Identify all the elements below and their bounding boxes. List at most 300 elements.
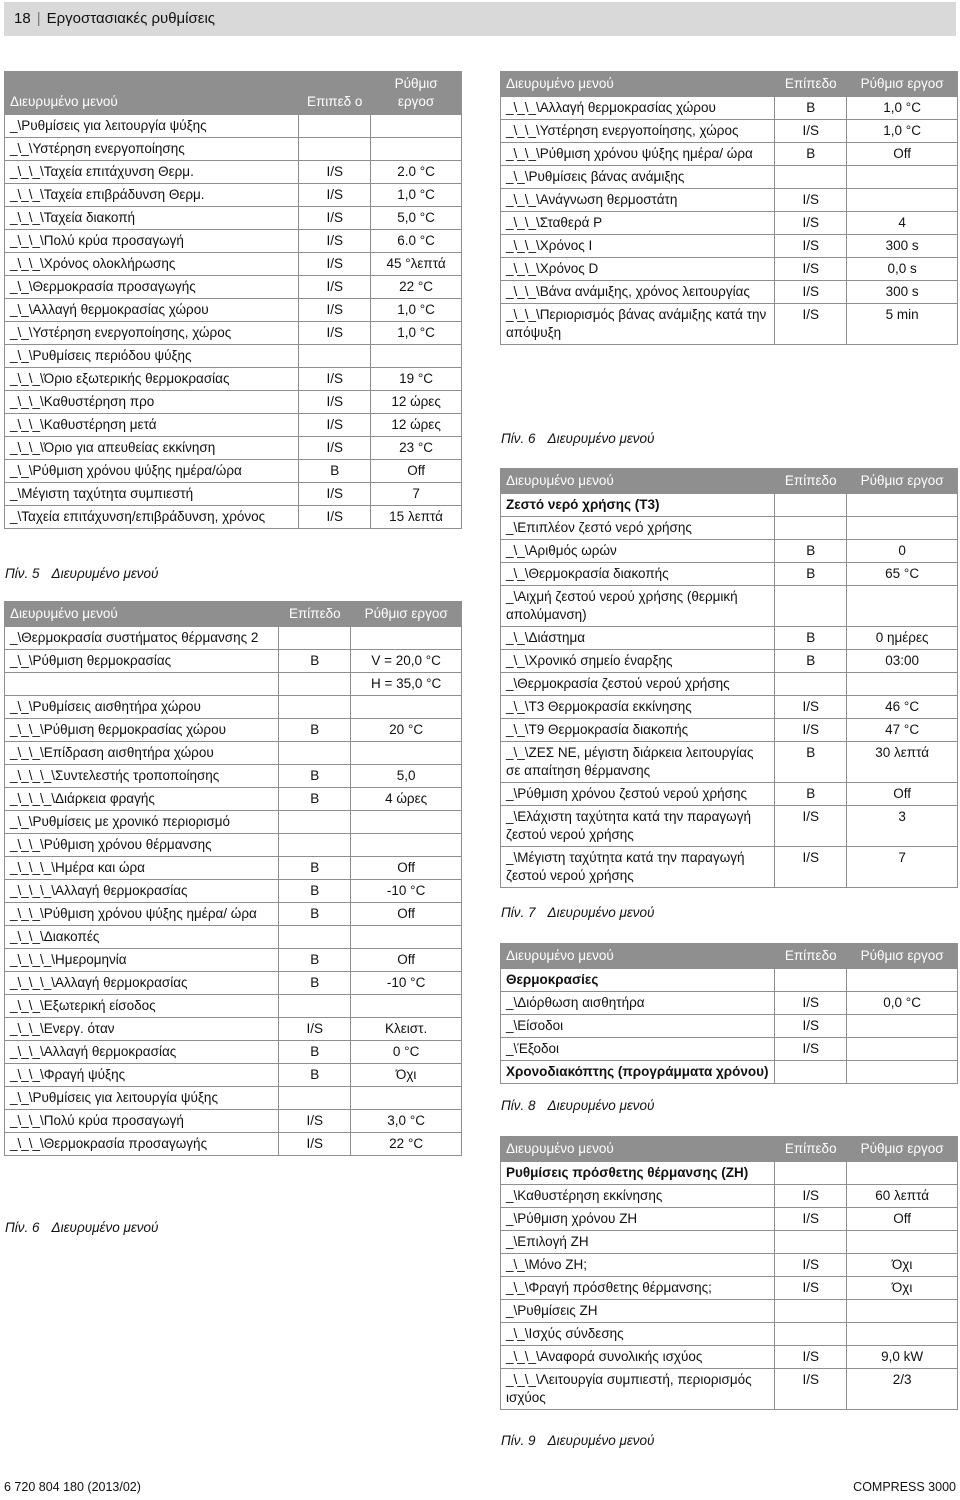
table-header-row — [501, 72, 958, 97]
setting-value-cell — [351, 1087, 462, 1110]
menu-item-cell: _\_\_\Ρύθμιση χρόνου θέρμανσης — [5, 834, 279, 857]
menu-item-cell: _\_\Μόνο ZH; — [501, 1254, 775, 1277]
menu-item-cell: _\_\_\Σταθερά P — [501, 212, 775, 235]
table-row — [501, 673, 958, 696]
setting-value-cell: 300 s — [847, 235, 958, 258]
table-caption-7 — [501, 905, 654, 921]
setting-value-cell: 300 s — [847, 281, 958, 304]
header-title-line — [14, 10, 215, 28]
table-row — [501, 540, 958, 563]
setting-value-cell: 1,0 °C — [847, 120, 958, 143]
menu-item-cell: _\_\_\Βάνα ανάμιξης, χρόνος λειτουργίας — [501, 281, 775, 304]
menu-item-cell: _\Έξοδοι — [501, 1038, 775, 1061]
setting-value-cell — [351, 834, 462, 857]
setting-value-cell: 46 °C — [847, 696, 958, 719]
setting-value-cell: 45 °λεπτά — [371, 253, 462, 276]
table-row — [5, 506, 462, 529]
level-cell: B — [279, 765, 351, 788]
level-header: Επίπεδο — [775, 944, 847, 969]
setting-value-cell: 60 λεπτά — [847, 1185, 958, 1208]
table-row — [5, 834, 462, 857]
level-cell: I/S — [299, 483, 371, 506]
menu-item-cell: _\_\_\Χρόνος I — [501, 235, 775, 258]
table-row — [5, 391, 462, 414]
level-cell: I/S — [775, 1277, 847, 1300]
table-header-row — [501, 944, 958, 969]
table-row — [501, 212, 958, 235]
level-cell: B — [775, 742, 847, 783]
menu-item-cell: _\_\_\Διακοπές — [5, 926, 279, 949]
menu-item-cell: _\_\Ρύθμιση θερμοκρασίας — [5, 650, 279, 673]
level-cell — [279, 834, 351, 857]
table-row — [501, 992, 958, 1015]
level-cell — [299, 345, 371, 368]
setting-value-cell — [847, 586, 958, 627]
table-row — [501, 1038, 958, 1061]
menu-item-cell: _\_\_\Ρύθμιση χρόνου ψύξης ημέρα/ ώρα — [501, 143, 775, 166]
setting-value-cell: 4 — [847, 212, 958, 235]
level-cell — [775, 494, 847, 517]
menu-item-cell: Χρονοδιακόπτης (προγράμματα χρόνου) — [501, 1061, 775, 1084]
level-cell: B — [775, 650, 847, 673]
table-row — [5, 926, 462, 949]
level-cell: B — [279, 788, 351, 811]
settings-table-8 — [500, 943, 958, 1084]
caption-number: Πίν. 7 — [501, 905, 536, 920]
table-caption-6-continued — [501, 431, 654, 447]
level-cell: B — [279, 650, 351, 673]
menu-item-cell: _\_\Ρυθμίσεις βάνας ανάμιξης — [501, 166, 775, 189]
setting-value-cell — [847, 1061, 958, 1084]
level-cell: I/S — [775, 1369, 847, 1410]
table-row — [501, 806, 958, 847]
table-row — [5, 460, 462, 483]
table-row — [501, 97, 958, 120]
menu-item-cell: _\_\Διάστημα — [501, 627, 775, 650]
setting-value-cell — [847, 673, 958, 696]
settings-table-6-continued — [500, 71, 958, 345]
level-cell: I/S — [775, 1038, 847, 1061]
menu-header: Διευρυμένο μενού — [501, 1137, 775, 1162]
setting-value-cell — [847, 1300, 958, 1323]
table-row — [501, 783, 958, 806]
setting-value-cell: Off — [847, 143, 958, 166]
table-caption-6 — [5, 1220, 158, 1236]
setting-value-cell — [847, 1015, 958, 1038]
level-cell — [775, 517, 847, 540]
setting-value-cell: 0 °C — [351, 1041, 462, 1064]
table-row — [5, 995, 462, 1018]
level-cell: I/S — [775, 1015, 847, 1038]
table-caption-5 — [5, 566, 158, 582]
table-row — [501, 1300, 958, 1323]
factory-setting-header: Ρύθμισ εργοσ — [847, 469, 958, 494]
level-cell: I/S — [775, 696, 847, 719]
table-row — [501, 586, 958, 627]
table-row — [5, 115, 462, 138]
level-header: Επιπεδ ο — [299, 72, 371, 115]
setting-value-cell: 0,0 °C — [847, 992, 958, 1015]
menu-item-cell — [5, 673, 279, 696]
caption-number: Πίν. 9 — [501, 1433, 536, 1448]
table-row — [501, 143, 958, 166]
level-header: Επίπεδο — [775, 1137, 847, 1162]
level-cell: I/S — [299, 161, 371, 184]
menu-item-cell: _\_\_\Καθυστέρηση προ — [5, 391, 299, 414]
setting-value-cell: Off — [847, 783, 958, 806]
menu-item-cell: _\_\ΖΕΣ ΝΕ, μέγιστη διάρκεια λειτουργίας σε απαίτηση θέρμανσης — [501, 742, 775, 783]
setting-value-cell: 0,0 s — [847, 258, 958, 281]
level-cell: I/S — [299, 207, 371, 230]
menu-item-cell: _\Ρυθμίσεις για λειτουργία ψύξης — [5, 115, 299, 138]
menu-item-cell: _\_\_\_\Αλλαγή θερμοκρασίας — [5, 972, 279, 995]
menu-item-cell: _\_\_\Περιορισμός βάνας ανάμιξης κατά την απόψυξη — [501, 304, 775, 345]
menu-header: Διευρυμένο μενού — [5, 602, 279, 627]
table-row — [5, 1110, 462, 1133]
menu-item-cell: _\_\_\Επίδραση αισθητήρα χώρου — [5, 742, 279, 765]
level-cell: B — [279, 1064, 351, 1087]
menu-item-cell: _\_\_\_\Αλλαγή θερμοκρασίας — [5, 880, 279, 903]
menu-item-cell: _\Ρυθμίσεις ZH — [501, 1300, 775, 1323]
table-row — [501, 650, 958, 673]
setting-value-cell — [371, 115, 462, 138]
setting-value-cell — [847, 494, 958, 517]
level-cell: B — [299, 460, 371, 483]
setting-value-cell: 4 ώρες — [351, 788, 462, 811]
caption-number: Πίν. 6 — [501, 431, 536, 446]
setting-value-cell: Off — [847, 1208, 958, 1231]
level-cell: B — [775, 563, 847, 586]
level-cell — [299, 115, 371, 138]
setting-value-cell: 5,0 — [351, 765, 462, 788]
menu-item-cell: _\_\_\_\Ημέρα και ώρα — [5, 857, 279, 880]
level-cell — [299, 138, 371, 161]
table-row — [501, 189, 958, 212]
setting-value-cell: -10 °C — [351, 972, 462, 995]
setting-value-cell: 3 — [847, 806, 958, 847]
level-cell: I/S — [299, 506, 371, 529]
setting-value-cell — [351, 926, 462, 949]
menu-item-cell: Θερμοκρασίες — [501, 969, 775, 992]
settings-table-6 — [4, 601, 462, 1156]
table-row — [501, 281, 958, 304]
menu-item-cell: _\_\_\Χρόνος ολοκλήρωσης — [5, 253, 299, 276]
menu-item-cell: _\_\_\Αλλαγή θερμοκρασίας χώρου — [501, 97, 775, 120]
table-row — [501, 719, 958, 742]
table-row — [501, 1369, 958, 1410]
setting-value-cell — [371, 138, 462, 161]
menu-item-cell: _\_\_\Ανάγνωση θερμοστάτη — [501, 189, 775, 212]
menu-item-cell: _\_\Αριθμός ωρών — [501, 540, 775, 563]
setting-value-cell: 19 °C — [371, 368, 462, 391]
menu-item-cell: _\_\_\Ενεργ. όταν — [5, 1018, 279, 1041]
table-row — [5, 230, 462, 253]
setting-value-cell: 1,0 °C — [371, 299, 462, 322]
table-row — [5, 161, 462, 184]
factory-setting-header: Ρύθμισ εργοσ — [847, 944, 958, 969]
caption-title: Διευρυμένο μενού — [51, 1220, 159, 1235]
setting-value-cell: 23 °C — [371, 437, 462, 460]
table-row — [5, 414, 462, 437]
level-cell: I/S — [299, 414, 371, 437]
level-cell — [775, 1162, 847, 1185]
menu-item-cell: _\_\Ρυθμίσεις για λειτουργία ψύξης — [5, 1087, 279, 1110]
level-cell: I/S — [775, 1185, 847, 1208]
menu-item-cell: _\Ρύθμιση χρόνου ζεστού νερού χρήσης — [501, 783, 775, 806]
setting-value-cell: 7 — [371, 483, 462, 506]
menu-item-cell: _\_\_\Ταχεία επιτάχυνση Θερμ. — [5, 161, 299, 184]
setting-value-cell: 0 ημέρες — [847, 627, 958, 650]
menu-item-cell: _\_\_\Εξωτερική είσοδος — [5, 995, 279, 1018]
menu-item-cell: _\Μέγιστη ταχύτητα κατά την παραγωγή ζεστού νερού χρήσης — [501, 847, 775, 888]
caption-title: Διευρυμένο μενού — [547, 431, 655, 446]
setting-value-cell: 65 °C — [847, 563, 958, 586]
level-cell: I/S — [775, 719, 847, 742]
setting-value-cell: 1,0 °C — [847, 97, 958, 120]
table-section-row — [501, 1061, 958, 1084]
setting-value-cell: 1,0 °C — [371, 322, 462, 345]
level-cell: B — [279, 972, 351, 995]
menu-item-cell: _\_\_\_\Συντελεστής τροποποίησης — [5, 765, 279, 788]
table-row — [5, 368, 462, 391]
level-cell: B — [279, 880, 351, 903]
level-cell: I/S — [279, 1110, 351, 1133]
menu-item-cell: _\_\Ισχύς σύνδεσης — [501, 1323, 775, 1346]
menu-item-cell: _\_\Ρυθμίσεις με χρονικό περιορισμό — [5, 811, 279, 834]
table-row — [5, 483, 462, 506]
setting-value-cell: Όχι — [847, 1254, 958, 1277]
menu-item-cell: _\_\_\Υστέρηση ενεργοποίησης, χώρος — [501, 120, 775, 143]
table-header-row — [5, 72, 462, 115]
menu-header: Διευρυμένο μενού — [5, 72, 299, 115]
menu-item-cell: _\_\_\Ταχεία διακοπή — [5, 207, 299, 230]
level-header: Επίπεδο — [775, 72, 847, 97]
setting-value-cell: Off — [351, 903, 462, 926]
setting-value-cell: Κλειστ. — [351, 1018, 462, 1041]
table-section-row — [501, 494, 958, 517]
setting-value-cell: 1,0 °C — [371, 184, 462, 207]
caption-number: Πίν. 5 — [5, 566, 40, 581]
table-row — [5, 299, 462, 322]
table-row — [5, 811, 462, 834]
level-cell: I/S — [775, 1346, 847, 1369]
menu-item-cell: _\Διόρθωση αισθητήρα — [501, 992, 775, 1015]
caption-number: Πίν. 6 — [5, 1220, 40, 1235]
setting-value-cell — [351, 995, 462, 1018]
table-row — [5, 627, 462, 650]
table-row — [501, 166, 958, 189]
caption-number: Πίν. 8 — [501, 1098, 536, 1113]
caption-title: Διευρυμένο μενού — [547, 1098, 655, 1113]
menu-item-cell: _\Καθυστέρηση εκκίνησης — [501, 1185, 775, 1208]
level-cell: B — [279, 903, 351, 926]
setting-value-cell: 5,0 °C — [371, 207, 462, 230]
menu-item-cell: _\_\T9 Θερμοκρασία διακοπής — [501, 719, 775, 742]
table-header-row — [5, 602, 462, 627]
level-cell: I/S — [775, 1208, 847, 1231]
menu-item-cell: _\_\Θερμοκρασία προσαγωγής — [5, 276, 299, 299]
level-cell: I/S — [299, 184, 371, 207]
setting-value-cell: -10 °C — [351, 880, 462, 903]
setting-value-cell — [351, 742, 462, 765]
level-cell: I/S — [299, 437, 371, 460]
level-cell — [279, 673, 351, 696]
table-row — [501, 1254, 958, 1277]
setting-value-cell — [847, 189, 958, 212]
caption-title: Διευρυμένο μενού — [547, 905, 655, 920]
level-cell — [775, 1231, 847, 1254]
menu-item-cell: _\_\Υστέρηση ενεργοποίησης, χώρος — [5, 322, 299, 345]
table-section-row — [501, 1162, 958, 1185]
page-header — [4, 2, 956, 36]
setting-value-cell: 30 λεπτά — [847, 742, 958, 783]
menu-item-cell: _\_\Αλλαγή θερμοκρασίας χώρου — [5, 299, 299, 322]
level-cell: I/S — [775, 212, 847, 235]
menu-item-cell: _\_\_\Αναφορά συνολικής ισχύος — [501, 1346, 775, 1369]
level-cell: I/S — [775, 1254, 847, 1277]
setting-value-cell — [847, 1323, 958, 1346]
level-cell: B — [775, 97, 847, 120]
menu-header: Διευρυμένο μενού — [501, 944, 775, 969]
menu-item-cell: _\_\Ρύθμιση χρόνου ψύξης ημέρα/ώρα — [5, 460, 299, 483]
menu-item-cell: _\_\_\Φραγή ψύξης — [5, 1064, 279, 1087]
setting-value-cell: 2/3 — [847, 1369, 958, 1410]
menu-item-cell: _\Αιχμή ζεστού νερού χρήσης (θερμική απολύμανση) — [501, 586, 775, 627]
table-row — [5, 719, 462, 742]
setting-value-cell: 12 ώρες — [371, 391, 462, 414]
menu-item-cell: Ζεστό νερό χρήσης (T3) — [501, 494, 775, 517]
table-row — [501, 1185, 958, 1208]
level-cell: B — [775, 143, 847, 166]
level-cell: I/S — [775, 235, 847, 258]
menu-item-cell: _\_\_\Ρύθμιση χρόνου ψύξης ημέρα/ ώρα — [5, 903, 279, 926]
level-cell — [279, 742, 351, 765]
setting-value-cell: V = 20,0 °C — [351, 650, 462, 673]
caption-title: Διευρυμένο μενού — [51, 566, 159, 581]
setting-value-cell: 6.0 °C — [371, 230, 462, 253]
menu-item-cell: _\Επιπλέον ζεστό νερό χρήσης — [501, 517, 775, 540]
table-row — [501, 304, 958, 345]
level-cell — [775, 1323, 847, 1346]
menu-item-cell: _\_\_\Θερμοκρασία προσαγωγής — [5, 1133, 279, 1156]
menu-item-cell: _\Μέγιστη ταχύτητα συμπιεστή — [5, 483, 299, 506]
setting-value-cell — [847, 969, 958, 992]
page-title: Εργοστασιακές ρυθμίσεις — [46, 10, 216, 27]
menu-item-cell: _\_\Ρυθμίσεις αισθητήρα χώρου — [5, 696, 279, 719]
menu-item-cell: _\Ταχεία επιτάχυνση/επιβράδυνση, χρόνος — [5, 506, 299, 529]
setting-value-cell — [371, 345, 462, 368]
table-row — [5, 1018, 462, 1041]
table-row — [5, 903, 462, 926]
menu-item-cell: _\Ελάχιστη ταχύτητα κατά την παραγωγή ζεστού νερού χρήσης — [501, 806, 775, 847]
menu-item-cell: _\Είσοδοι — [501, 1015, 775, 1038]
level-cell: B — [279, 1041, 351, 1064]
setting-value-cell: 20 °C — [351, 719, 462, 742]
setting-value-cell — [847, 517, 958, 540]
table-row — [501, 1208, 958, 1231]
setting-value-cell: 22 °C — [351, 1133, 462, 1156]
level-cell: B — [279, 949, 351, 972]
table-row — [5, 857, 462, 880]
setting-value-cell: Off — [351, 949, 462, 972]
level-cell — [279, 926, 351, 949]
level-cell — [279, 1087, 351, 1110]
factory-setting-header: Ρύθμισ εργοσ — [847, 72, 958, 97]
setting-value-cell: Όχι — [351, 1064, 462, 1087]
level-header: Επίπεδο — [775, 469, 847, 494]
setting-value-cell: 9,0 kW — [847, 1346, 958, 1369]
footer-product-name: COMPRESS 3000 — [853, 1480, 956, 1494]
table-row — [5, 1133, 462, 1156]
table-row — [501, 1277, 958, 1300]
table-row — [501, 258, 958, 281]
setting-value-cell: 0 — [847, 540, 958, 563]
table-row — [5, 207, 462, 230]
table-row — [501, 847, 958, 888]
table-row — [501, 235, 958, 258]
table-row — [501, 1015, 958, 1038]
level-cell: I/S — [775, 304, 847, 345]
table-row — [5, 673, 462, 696]
setting-value-cell — [847, 1231, 958, 1254]
table-row — [5, 765, 462, 788]
level-cell: I/S — [775, 992, 847, 1015]
table-row — [5, 696, 462, 719]
level-cell — [775, 1061, 847, 1084]
level-cell: I/S — [299, 276, 371, 299]
menu-item-cell: _\_\_\Καθυστέρηση μετά — [5, 414, 299, 437]
menu-item-cell: _\_\Θερμοκρασία διακοπής — [501, 563, 775, 586]
level-cell: B — [279, 719, 351, 742]
setting-value-cell: 03:00 — [847, 650, 958, 673]
menu-item-cell: _\Θερμοκρασία συστήματος θέρμανσης 2 — [5, 627, 279, 650]
table-header-row — [501, 469, 958, 494]
menu-item-cell: _\_\_\Ρύθμιση θερμοκρασίας χώρου — [5, 719, 279, 742]
table-row — [5, 742, 462, 765]
factory-setting-header: Ρύθμισ εργοσ — [371, 72, 462, 115]
menu-item-cell: Ρυθμίσεις πρόσθετης θέρμανσης (ZH) — [501, 1162, 775, 1185]
table-row — [5, 1087, 462, 1110]
table-row — [501, 517, 958, 540]
table-row — [5, 184, 462, 207]
menu-item-cell: _\_\_\Πολύ κρύα προσαγωγή — [5, 230, 299, 253]
level-cell — [775, 969, 847, 992]
page-number: 18 — [14, 10, 31, 27]
table-caption-8 — [501, 1098, 654, 1114]
menu-item-cell: _\_\Φραγή πρόσθετης θέρμανσης; — [501, 1277, 775, 1300]
table-row — [5, 949, 462, 972]
menu-item-cell: _\_\Υστέρηση ενεργοποίησης — [5, 138, 299, 161]
setting-value-cell: 12 ώρες — [371, 414, 462, 437]
level-cell — [775, 586, 847, 627]
level-cell: B — [279, 857, 351, 880]
menu-header: Διευρυμένο μενού — [501, 469, 775, 494]
setting-value-cell: Off — [351, 857, 462, 880]
table-row — [5, 1041, 462, 1064]
level-cell — [775, 1300, 847, 1323]
level-cell — [279, 811, 351, 834]
table-row — [5, 1064, 462, 1087]
menu-item-cell: _\_\T3 Θερμοκρασία εκκίνησης — [501, 696, 775, 719]
menu-item-cell: _\_\_\Όριο εξωτερικής θερμοκρασίας — [5, 368, 299, 391]
table-row — [501, 563, 958, 586]
factory-setting-header: Ρύθμισ εργοσ — [847, 1137, 958, 1162]
setting-value-cell — [847, 1038, 958, 1061]
setting-value-cell: 7 — [847, 847, 958, 888]
menu-item-cell: _\Επιλογή ZH — [501, 1231, 775, 1254]
level-cell: I/S — [299, 253, 371, 276]
level-cell: I/S — [775, 189, 847, 212]
